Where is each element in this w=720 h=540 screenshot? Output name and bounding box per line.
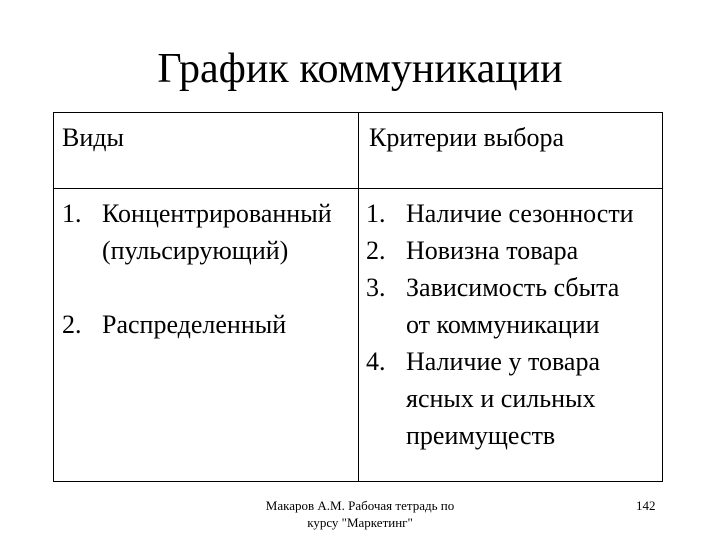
item-number: 1. [366,199,386,228]
footer-source-line: курсу "Маркетинг" [307,515,413,530]
item-text-line: Распределенный [102,310,287,339]
slide-title: График коммуникации [157,46,563,92]
item-number: 2. [366,236,386,265]
item-text-line: Концентрированный [102,199,332,228]
page-number: 142 [636,498,656,513]
item-text-line: преимуществ [406,421,556,450]
item-number: 2. [62,310,82,339]
list-item-type-1 [62,195,332,269]
footer-source [255,497,465,531]
header-criteria: Критерии выбора [369,123,564,152]
criteria-table [53,112,663,482]
item-number: 4. [366,347,386,376]
list-item-criterion-3 [366,269,634,343]
types-list [62,195,332,343]
column-divider [358,113,359,481]
list-item-criterion-2 [366,232,634,269]
item-number: 3. [366,273,386,302]
item-text-line: Наличие сезонности [406,199,634,228]
item-text-line: (пульсирующий) [102,236,289,265]
header-types: Виды [62,123,124,152]
item-number: 1. [62,199,82,228]
list-item-criterion-4 [366,343,634,454]
list-item-type-2 [62,306,332,343]
item-text-line: Наличие у товара [406,347,600,376]
list-item-criterion-1 [366,195,634,232]
header-divider [54,188,662,189]
item-text-line: Новизна товара [406,236,579,265]
item-text-line: ясных и сильных [406,384,596,413]
item-text-line: от коммуникации [406,310,600,339]
footer-source-line: Макаров А.М. Рабочая тетрадь по [265,498,455,513]
item-text-line: Зависимость сбыта [406,273,620,302]
criteria-list [366,195,634,454]
